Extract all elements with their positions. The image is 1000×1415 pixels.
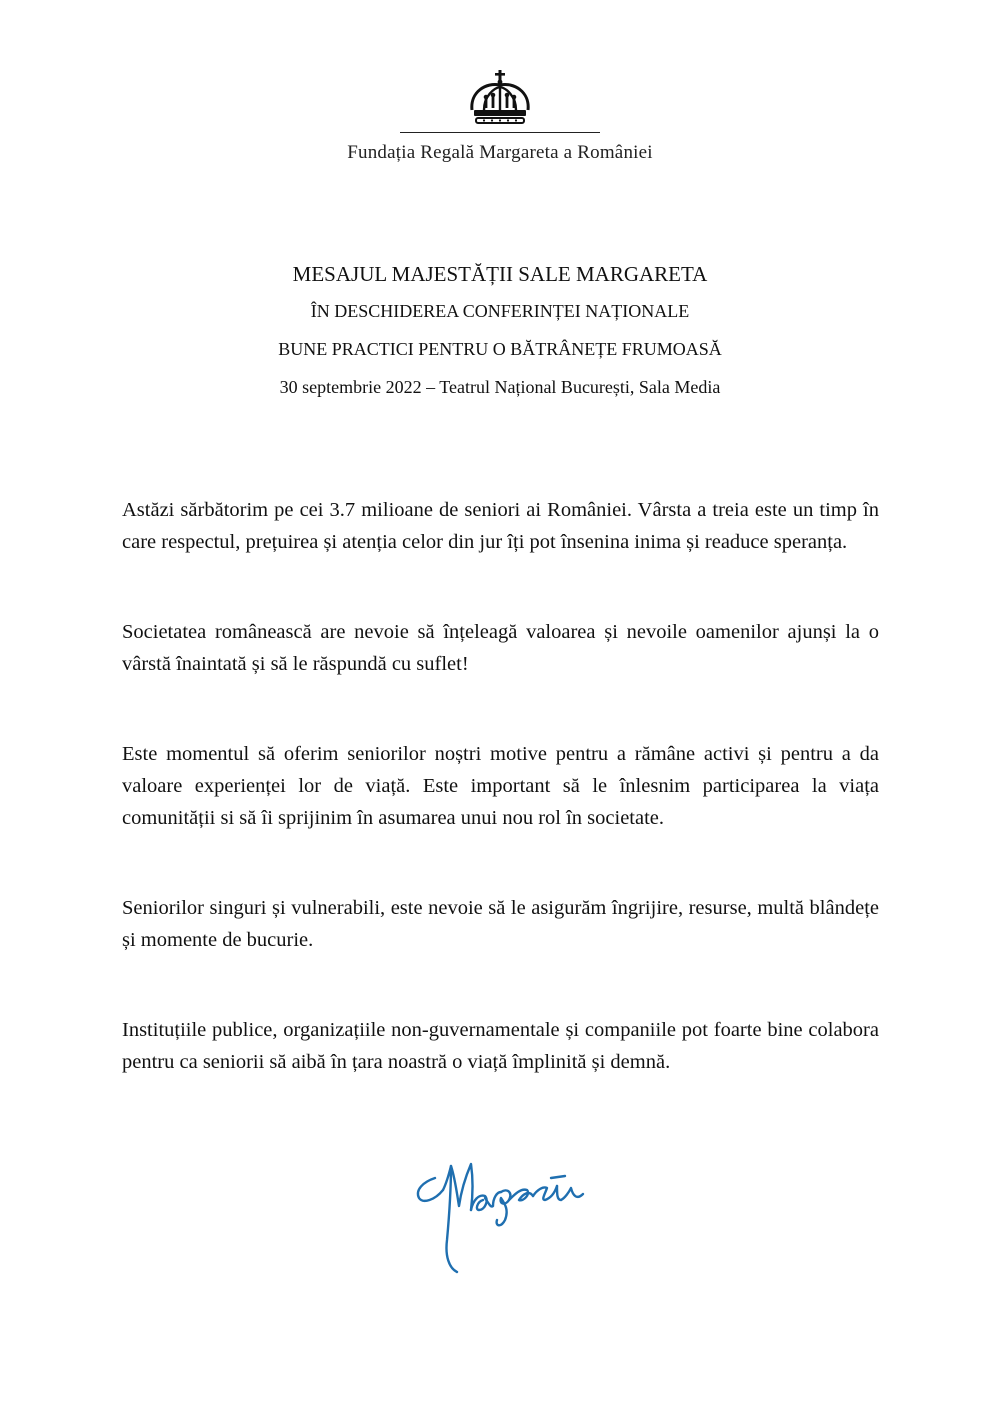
message-title: MESAJUL MAJESTĂȚII SALE MARGARETA <box>292 262 708 286</box>
organization-name: Fundația Regală Margareta a României <box>347 142 653 163</box>
paragraph: Seniorilor singuri și vulnerabili, este nevoie să le asigurăm îngrijire, resurse, multă blândețe și momente de bucurie. <box>122 897 879 951</box>
paragraph: Instituțiile publice, organizațiile non-guvernamentale și companiile pot foarte bine colabora pentru ca seniorii să aibă în țara noastră o viață împlinită și demnă. <box>122 1019 879 1073</box>
logo-divider <box>400 132 600 133</box>
handwritten-signature <box>405 1148 595 1278</box>
paragraph: Astăzi sărbătorim pe cei 3.7 milioane de seniori ai României. Vârsta a treia este un timp în care respectul, prețuirea și atenția celor din jur îți pot însenina inima și readuce speranța. <box>122 499 879 553</box>
paragraph: Societatea românească are nevoie să înțeleagă valoarea și nevoile oamenilor ajunși la o vârstă înaintată și să le răspundă cu suflet! <box>122 621 879 675</box>
message-body <box>122 494 879 1078</box>
foundation-logo <box>0 68 1000 198</box>
conference-name: BUNE PRACTICI PENTRU O BĂTRÂNEȚE FRUMOASĂ <box>278 339 722 359</box>
event-date-location: 30 septembrie 2022 – Teatrul Național București, Sala Media <box>279 377 721 397</box>
royal-crown-icon <box>464 68 536 132</box>
paragraph: Este momentul să oferim seniorilor noștri motive pentru a rămâne activi și pentru a da valoare experienței lor de viață. Este important să le înlesnim participarea la viața comunității si să îi sprijinim în asumarea unui nou rol în societate. <box>122 743 879 829</box>
document-heading <box>0 262 1000 398</box>
conference-subtitle: ÎN DESCHIDEREA CONFERINȚEI NAȚIONALE <box>310 301 690 321</box>
